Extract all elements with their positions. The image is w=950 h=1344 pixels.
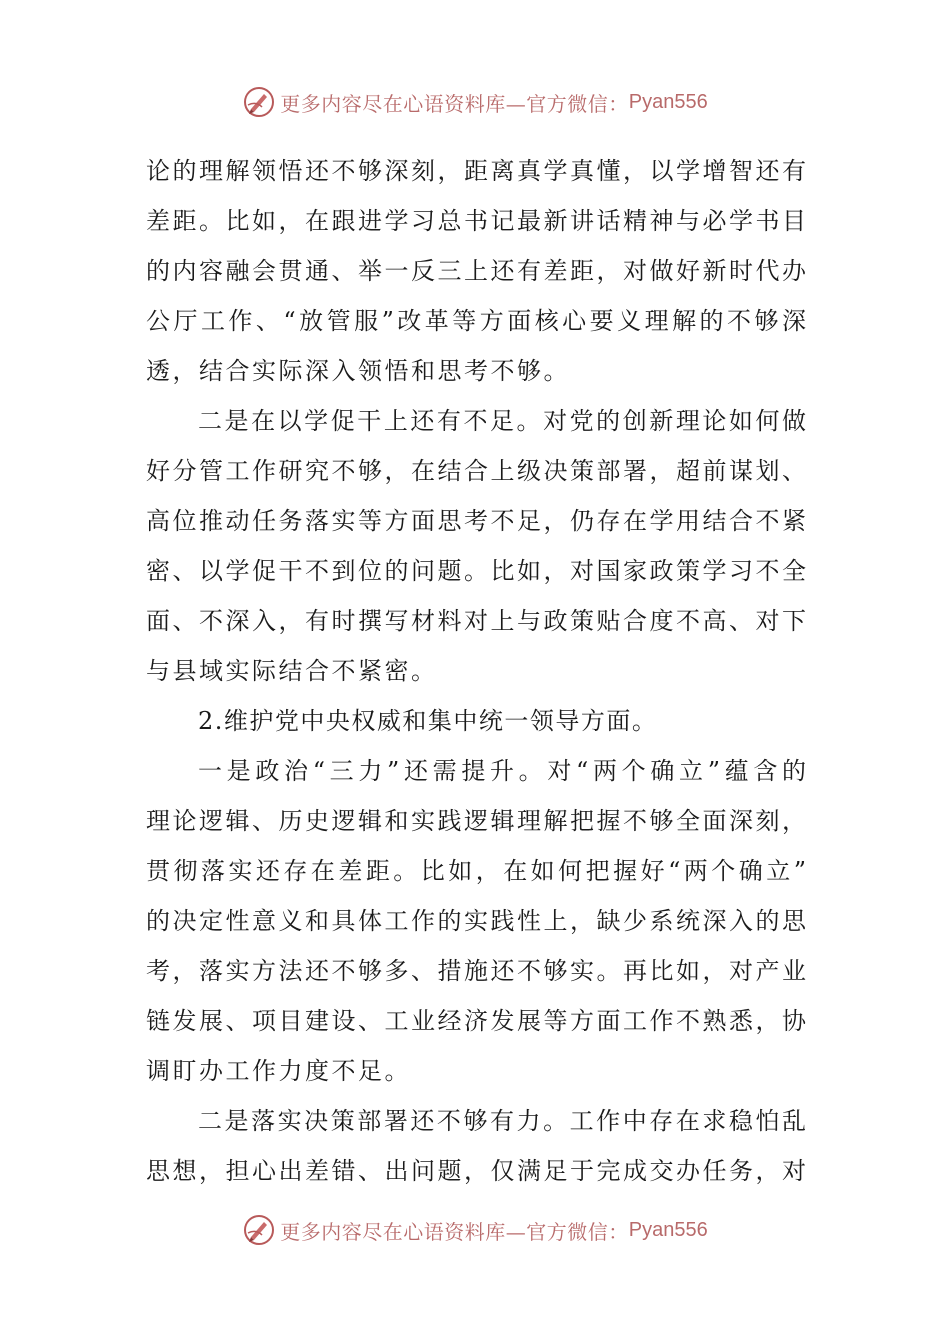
text-line: 高位推动任务落实等方面思考不足，仍存在学用结合不紧 [146,507,806,535]
text-line: 论的理解领悟还不够深刻，距离真学真懂，以学增智还有 [146,157,806,185]
text-line: 调盯办工作力度不足。 [146,1057,411,1085]
header-banner-text: 更多内容尽在心语资料库—官方微信： [280,91,629,116]
header-banner [0,80,950,124]
text-line: 公厅工作、“放管服”改革等方面核心要义理解的不够深 [146,307,806,335]
pen-logo-icon [242,1213,276,1247]
text-line: 与县域实际结合不紧密。 [146,657,438,685]
text-line: 好分管工作研究不够，在结合上级决策部署，超前谋划、 [146,457,806,485]
footer-banner-code: Pyan556 [628,1218,708,1241]
paragraph-first-line: 二是在以学促干上还有不足。对党的创新理论如何做 [198,407,806,435]
text-line: 密、以学促干不到位的问题。比如，对国家政策学习不全 [146,557,806,585]
text-line: 透，结合实际深入领悟和思考不够。 [146,357,570,385]
text-line: 链发展、项目建设、工业经济发展等方面工作不熟悉，协 [146,1007,806,1035]
footer-banner-text: 更多内容尽在心语资料库—官方微信： [280,1219,629,1244]
text-line: 思想，担心出差错、出问题，仅满足于完成交办任务，对 [146,1157,806,1185]
text-line: 差距。比如，在跟进学习总书记最新讲话精神与必学书目 [146,207,806,235]
text-line: 的决定性意义和具体工作的实践性上，缺少系统深入的思 [146,907,806,935]
pen-logo-icon [242,85,276,119]
text-line: 的内容融会贯通、举一反三上还有差距，对做好新时代办 [146,257,806,285]
paragraph-first-line: 二是落实决策部署还不够有力。工作中存在求稳怕乱 [198,1107,806,1135]
text-line: 理论逻辑、历史逻辑和实践逻辑理解把握不够全面深刻， [146,807,806,835]
text-line: 考，落实方法还不够多、措施还不够实。再比如，对产业 [146,957,806,985]
header-banner-code: Pyan556 [628,90,708,113]
footer-banner [0,1208,950,1252]
text-line: 贯彻落实还存在差距。比如，在如何把握好“两个确立” [146,857,806,885]
section-heading: 2.维护党中央权威和集中统一领导方面。 [198,707,658,735]
text-line: 面、不深入，有时撰写材料对上与政策贴合度不高、对下 [146,607,806,635]
document-body [146,146,806,1196]
paragraph-first-line: 一是政治“三力”还需提升。对“两个确立”蕴含的 [198,757,806,785]
